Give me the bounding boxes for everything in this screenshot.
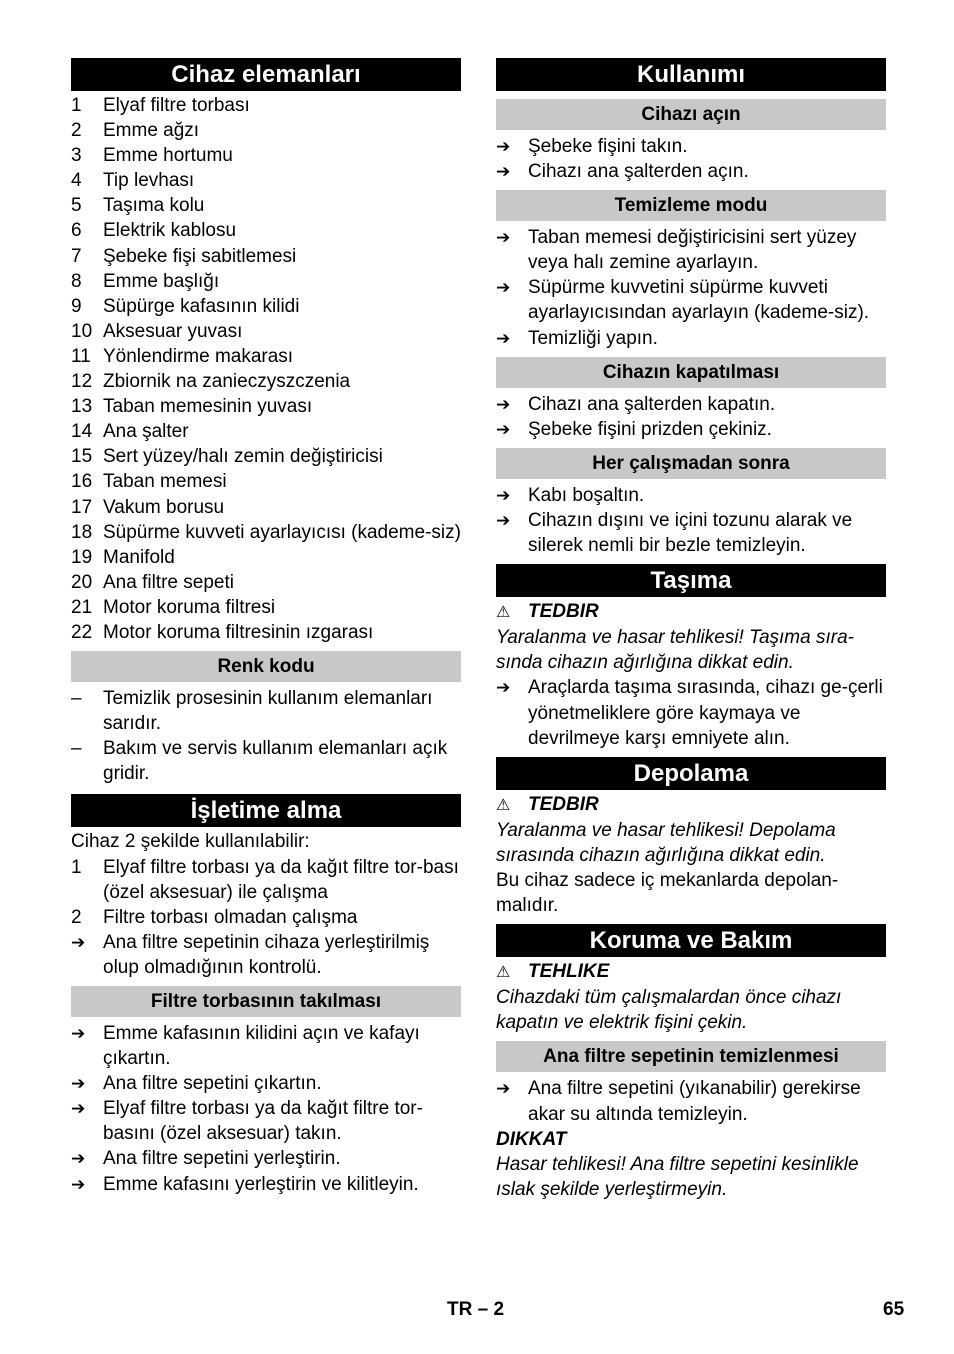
warning-label: ⚠ TEDBIR: [496, 599, 886, 625]
list-item: 13 Taban memesinin yuvası: [71, 396, 313, 418]
subsection-heading: Her çalışmadan sonra: [496, 448, 886, 479]
caution-label: DIKKAT: [496, 1128, 567, 1150]
list-item: ➔ Süpürme kuvvetini süpürme kuvveti ayarlayıcısından ayarlayın (kademe-siz).: [496, 277, 870, 324]
arrow-icon: ➔: [496, 678, 511, 698]
list-item: ➔ Kabı boşaltın.: [496, 483, 886, 508]
list-item: ➔ Temizliği yapın.: [496, 326, 886, 351]
subsection-heading: Renk kodu: [71, 651, 461, 682]
list-item: 5 Taşıma kolu: [71, 195, 205, 217]
footer-section-label: TR – 2: [447, 1299, 505, 1320]
list-item: ➔ Cihazın dışını ve içini tozunu alarak ve silerek nemli bir bezle temizleyin.: [496, 509, 853, 557]
warning-label: ⚠ TEDBIR: [496, 792, 886, 818]
arrow-icon: ➔: [496, 510, 511, 530]
list-item: ➔ Ana filtre sepetini çıkartın.: [71, 1071, 461, 1096]
arrow-icon: ➔: [71, 1174, 86, 1194]
arrow-icon: ➔: [496, 137, 511, 156]
section-heading: Koruma ve Bakım: [496, 924, 886, 957]
list-item: 4 Tip levhası: [71, 170, 195, 192]
arrow-icon: ➔: [71, 932, 86, 952]
list-item: 17 Vakum borusu: [71, 496, 225, 518]
list-item: ➔ Taban memesi değiştiricisini sert yüzey veya halı zemine ayarlayın.: [496, 227, 857, 274]
list-item: 21 Motor koruma filtresi: [71, 596, 276, 618]
left-column: [71, 58, 461, 1197]
list-item: ➔ Emme kafasını yerleştirin ve kilitleyin.: [71, 1172, 461, 1197]
arrow-icon: ➔: [496, 1079, 511, 1099]
list-item: 2 Emme ağzı: [71, 120, 200, 142]
subsection-heading: Ana filtre sepetinin temizlenmesi: [496, 1041, 886, 1072]
warning-text: Yaralanma ve hasar tehlikesi! Depolama sırasında cihazın ağırlığına dikkat edin.: [496, 819, 836, 866]
list-item: ➔ Ana filtre sepetini yerleştirin.: [71, 1146, 461, 1171]
dash-bullet: –: [71, 738, 82, 760]
list-item: 1 Elyaf filtre torbası ya da kağıt filtre tor-bası (özel aksesuar) ile çalışma: [71, 856, 459, 903]
body-text: Bu cihaz sadece iç mekanlarda depolan-malıdır.: [496, 869, 839, 917]
list-item: ➔ Emme kafasının kilidini açın ve kafayı çıkartın.: [71, 1023, 420, 1070]
warning-text: Cihazdaki tüm çalışmalardan önce cihazı kapatın ve elektrik fişini çekin.: [496, 987, 842, 1034]
list-item: ➔ Elyaf filtre torbası ya da kağıt filtre tor-basını (özel aksesuar) takın.: [71, 1098, 423, 1145]
list-item: ➔ Cihazı ana şalterden kapatın.: [496, 392, 886, 417]
list-item: ➔ Araçlarda taşıma sırasında, cihazı ge-çerli yönetmeliklere göre kaymaya ve devrilmeye karşı emniyete alın.: [496, 677, 883, 749]
parts-list: [71, 93, 461, 645]
list-item: 19 Manifold: [71, 546, 175, 568]
list-item: ➔ Şebeke fişini prizden çekiniz.: [496, 417, 886, 442]
list-item: ➔ Şebeke fişini takın.: [496, 134, 886, 159]
arrow-icon: ➔: [496, 162, 511, 182]
list-item: ➔ Ana filtre sepetinin cihaza yerleştirilmiş olup olmadığının kontrolü.: [71, 931, 430, 978]
arrow-icon: ➔: [496, 485, 511, 505]
list-item: 3 Emme hortumu: [71, 145, 233, 167]
section-heading: Cihaz elemanları: [71, 58, 461, 91]
page-number: 65: [883, 1299, 905, 1320]
arrow-icon: ➔: [496, 419, 511, 439]
list-item: 22 Motor koruma filtresinin ızgarası: [71, 621, 374, 643]
list-item: 12 Zbiornik na zanieczyszczenia: [71, 371, 351, 393]
arrow-icon: ➔: [496, 328, 511, 348]
subsection-heading: Filtre torbasının takılması: [71, 986, 461, 1017]
list-item: 20 Ana filtre sepeti: [71, 571, 234, 593]
warning-icon: ⚠: [496, 604, 511, 622]
list-item: 9 Süpürge kafasının kilidi: [71, 295, 300, 317]
list-item: 10 Aksesuar yuvası: [71, 320, 243, 342]
list-item: 1 Elyaf filtre torbası: [71, 95, 250, 116]
list-item: 7 Şebeke fişi sabitlemesi: [71, 245, 297, 267]
right-column: [496, 58, 886, 1202]
list-item: 2 Filtre torbası olmadan çalışma: [71, 906, 358, 928]
list-item: 8 Emme başlığı: [71, 270, 220, 292]
warning-label: ⚠ TEHLIKE: [496, 959, 886, 985]
warning-icon: ⚠: [496, 964, 511, 982]
list-item: 16 Taban memesi: [71, 471, 227, 493]
list-item: 11 Yönlendirme makarası: [71, 345, 294, 367]
arrow-icon: ➔: [71, 1024, 86, 1043]
arrow-icon: ➔: [496, 228, 511, 248]
subsection-heading: Temizleme modu: [496, 190, 886, 221]
list-item: 15 Sert yüzey/halı zemin değiştiricisi: [71, 446, 383, 468]
list-item: 18 Süpürme kuvveti ayarlayıcısı (kademe-siz): [71, 521, 461, 543]
list-item: – Temizlik prosesinin kullanım elemanları sarıdır.: [71, 688, 433, 735]
list-item: ➔ Cihazı ana şalterden açın.: [496, 159, 886, 184]
arrow-icon: ➔: [71, 1149, 86, 1169]
list-item: 14 Ana şalter: [71, 421, 189, 443]
arrow-icon: ➔: [496, 278, 511, 298]
caution-text: Hasar tehlikesi! Ana filtre sepetini kesinlikle ıslak şekilde yerleştirmeyin.: [496, 1153, 859, 1200]
section-heading: Depolama: [496, 757, 886, 790]
section-heading: İşletime alma: [71, 794, 461, 827]
list-item: ➔ Ana filtre sepetini (yıkanabilir) gerekirse akar su altında temizleyin.: [496, 1078, 861, 1125]
list-item: 6 Elektrik kablosu: [71, 220, 237, 242]
section-heading: Kullanımı: [496, 58, 886, 91]
arrow-icon: ➔: [71, 1074, 86, 1094]
subsection-heading: Cihazın kapatılması: [496, 357, 886, 388]
list-item: – Bakım ve servis kullanım elemanları açık gridir.: [71, 738, 448, 785]
warning-icon: ⚠: [496, 796, 511, 814]
arrow-icon: ➔: [496, 394, 511, 414]
intro-text: Cihaz 2 şekilde kullanılabilir:: [71, 831, 310, 853]
subsection-heading: Cihazı açın: [496, 99, 886, 130]
arrow-icon: ➔: [71, 1099, 86, 1119]
warning-text: Yaralanma ve hasar tehlikesi! Taşıma sıra-sında cihazın ağırlığına dikkat edin.: [496, 627, 854, 674]
dash-bullet: –: [71, 688, 82, 710]
section-heading: Taşıma: [496, 564, 886, 597]
